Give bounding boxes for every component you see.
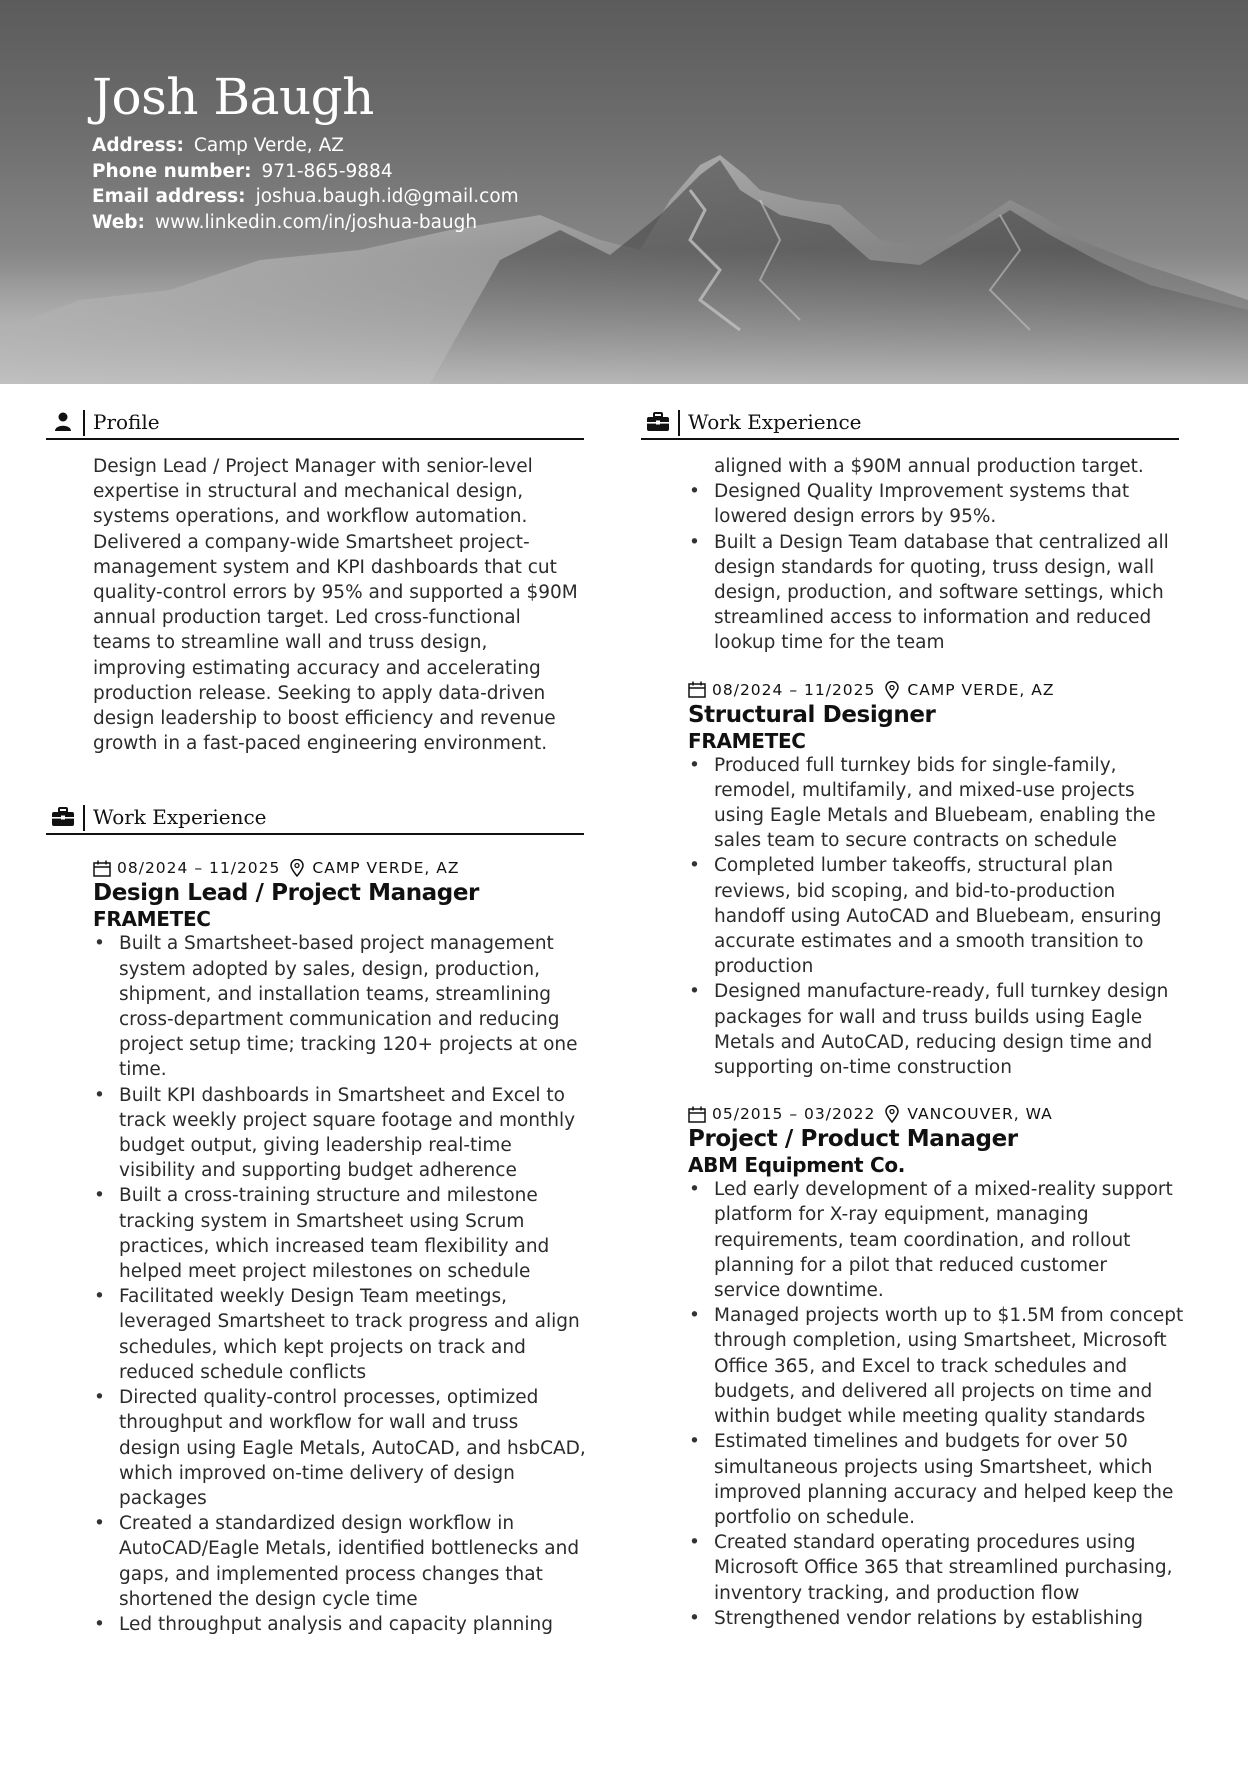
- bullet-line: reviews, bid scoping, and bid-to-production: [714, 880, 1116, 902]
- profile-line: design leadership to boost efficiency and revenue: [93, 708, 556, 730]
- bullet-item: [93, 931, 589, 1082]
- bullet-line: production: [714, 956, 814, 978]
- location-pin-icon: [885, 681, 899, 699]
- bullet-line: gaps, and implemented process changes that: [119, 1563, 543, 1585]
- bullet-line: packages for wall and truss builds using Eagle: [714, 1006, 1143, 1028]
- web-value[interactable]: www.linkedin.com/in/joshua-baugh: [154, 211, 478, 233]
- contact-web: [92, 210, 519, 236]
- bullet-line: • Produced full turnkey bids for single-family,: [714, 754, 1117, 776]
- job-bullets: [688, 1177, 1184, 1631]
- bullet-line: service downtime.: [714, 1280, 884, 1302]
- bullet-line: Office 365, and Excel to track schedules and: [714, 1355, 1128, 1377]
- work-experience-continued-header: [641, 408, 1179, 440]
- bullet-line: • Led throughput analysis and capacity planning: [119, 1613, 554, 1635]
- bullet-item: [688, 1303, 1184, 1429]
- bullet-line: track weekly project square footage and monthly: [119, 1109, 576, 1131]
- profile-line: teams to streamline wall and truss design,: [93, 632, 488, 654]
- bullet-item: [93, 1612, 589, 1637]
- web-label: Web:: [92, 211, 145, 233]
- bullet-item-continued: [688, 454, 1184, 479]
- section-divider-bar: [83, 805, 85, 831]
- bullet-line: within budget while meeting quality standards: [714, 1406, 1146, 1428]
- bullet-line: project setup time; tracking 120+ projects at one: [119, 1034, 578, 1056]
- job-title: Project / Product Manager: [688, 1126, 1018, 1153]
- bullet-line: • Strengthened vendor relations by establishing: [714, 1607, 1143, 1629]
- phone-label: Phone number:: [92, 160, 252, 182]
- bullet-line: • Led early development of a mixed-reality support: [714, 1179, 1173, 1201]
- email-value[interactable]: joshua.baugh.id@gmail.com: [255, 186, 519, 207]
- left-column: [46, 408, 584, 1637]
- calendar-icon: [688, 1106, 706, 1123]
- bullet-item: [688, 853, 1184, 979]
- job-location: CAMP VERDE, AZ: [312, 859, 460, 878]
- bullet-line: • Directed quality-control processes, optimized: [119, 1387, 539, 1409]
- bullet-line: aligned with a $90M annual production target.: [714, 456, 1144, 477]
- bullet-line: practices, which increased team flexibility and: [119, 1235, 550, 1257]
- profile-line: quality-control errors by 95% and supported a $90M: [93, 582, 578, 604]
- bullet-item: [688, 753, 1184, 854]
- bullet-line: • Created standard operating procedures using: [714, 1532, 1136, 1554]
- header-banner: [0, 0, 1248, 384]
- bullet-item: [688, 479, 1184, 529]
- job-dates: 08/2024 – 11/2025: [117, 859, 281, 878]
- location-pin-icon: [290, 859, 304, 877]
- calendar-icon: [93, 860, 111, 877]
- bullet-line: • Completed lumber takeoffs, structural plan: [714, 855, 1114, 877]
- bullet-line: portfolio on schedule.: [714, 1506, 915, 1528]
- profile-line: growth in a fast-paced engineering environment.: [93, 733, 548, 755]
- job-title: Structural Designer: [688, 701, 936, 728]
- bullet-line: supporting on-time construction: [714, 1057, 1012, 1079]
- job-meta: [688, 1103, 1179, 1125]
- job-bullets: [93, 931, 584, 1637]
- bullet-line: requirements, team coordination, and rollout: [714, 1229, 1131, 1251]
- job-location: CAMP VERDE, AZ: [907, 680, 1055, 699]
- bullet-item: [93, 1385, 589, 1511]
- bullet-line: visibility and supporting budget adherence: [119, 1160, 517, 1182]
- bullet-line: inventory tracking, and production flow: [714, 1582, 1080, 1604]
- location-pin-icon: [885, 1105, 899, 1123]
- bullet-line: • Built KPI dashboards in Smartsheet and Excel to: [119, 1084, 565, 1106]
- profile-line: Design Lead / Project Manager with senior-level: [93, 456, 533, 477]
- job-entry: [688, 1103, 1184, 1631]
- bullet-line: through completion, using Smartsheet, Microsoft: [714, 1330, 1167, 1352]
- profile-summary: [93, 454, 588, 756]
- job-entry: [688, 679, 1179, 1081]
- bullet-item: [688, 1177, 1184, 1303]
- bullet-item: [688, 530, 1184, 656]
- bullet-item: [93, 1284, 589, 1385]
- bullet-line: system adopted by sales, design, production,: [119, 958, 540, 980]
- phone-value: 971-865-9884: [261, 160, 393, 182]
- bullet-item: [688, 979, 1184, 1080]
- bullet-item: [93, 1183, 589, 1284]
- work-experience-section-title: Work Experience: [688, 410, 862, 434]
- bullet-line: remodel, multifamily, and mixed-use projects: [714, 779, 1135, 801]
- job-entry-continued: [688, 454, 1179, 656]
- bullet-item: [688, 1606, 1184, 1631]
- contact-info: [92, 133, 519, 235]
- bullet-line: using Eagle Metals and Bluebeam, enabling the: [714, 805, 1156, 827]
- bullet-item: [93, 1083, 589, 1184]
- bullet-line: sales team to secure contracts on schedule: [714, 830, 1117, 852]
- bullet-line: which improved on-time delivery of design: [119, 1462, 515, 1484]
- bullet-line: tracking system in Smartsheet using Scrum: [119, 1210, 525, 1232]
- briefcase-icon: [50, 806, 76, 828]
- bullet-line: throughput and workflow for wall and truss: [119, 1412, 519, 1434]
- job-bullets: [688, 454, 1179, 656]
- job-company: FRAMETEC: [688, 728, 806, 753]
- bullet-line: schedules, which kept projects on track and: [119, 1336, 526, 1358]
- bullet-item: [93, 1511, 589, 1612]
- bullet-line: • Created a standardized design workflow in: [119, 1513, 515, 1535]
- bullet-line: shipment, and installation teams, streamlining: [119, 983, 551, 1005]
- job-company: FRAMETEC: [93, 907, 211, 932]
- bullet-line: design standards for quoting, truss design, wall: [714, 556, 1155, 578]
- bullet-line: planning for a pilot that reduced customer: [714, 1254, 1107, 1276]
- job-dates: 08/2024 – 11/2025: [712, 680, 876, 699]
- bullet-line: lookup time for the team: [714, 632, 945, 654]
- bullet-item: [688, 1530, 1184, 1606]
- bullet-line: leveraged Smartsheet to track progress and align: [119, 1311, 580, 1333]
- calendar-icon: [688, 681, 706, 698]
- section-divider-bar: [678, 410, 680, 436]
- job-title: Design Lead / Project Manager: [93, 880, 479, 907]
- bullet-line: accurate estimates and a smooth transition to: [714, 931, 1144, 953]
- bullet-line: improved planning accuracy and helped keep the: [714, 1481, 1174, 1503]
- profile-line: systems operations, and workflow automation.: [93, 506, 528, 528]
- bullet-line: • Designed manufacture-ready, full turnkey design: [714, 981, 1169, 1003]
- work-experience-section-title: Work Experience: [93, 805, 267, 830]
- bullet-line: reduced schedule conflicts: [119, 1361, 367, 1383]
- job-dates: 05/2015 – 03/2022: [712, 1105, 876, 1124]
- profile-section-title: Profile: [93, 410, 160, 434]
- job-bullets: [688, 753, 1179, 1081]
- user-icon: [50, 411, 76, 433]
- profile-line: expertise in structural and mechanical design,: [93, 481, 524, 503]
- bullet-line: • Designed Quality Improvement systems that: [714, 481, 1130, 503]
- job-company: ABM Equipment Co.: [688, 1153, 906, 1178]
- profile-line: annual production target. Led cross-functional: [93, 607, 521, 629]
- profile-line: improving estimating accuracy and accelerating: [93, 657, 541, 679]
- job-meta: [688, 679, 1179, 701]
- bullet-line: streamlined access to information and reduced: [714, 607, 1152, 629]
- bullet-line: • Estimated timelines and budgets for over 50: [714, 1431, 1128, 1453]
- bullet-line: Metals and AutoCAD, reducing design time and: [714, 1031, 1153, 1053]
- email-label: Email address:: [92, 186, 246, 207]
- bullet-line: helped meet project milestones on schedule: [119, 1261, 531, 1283]
- bullet-line: cross-department communication and reducing: [119, 1009, 560, 1031]
- contact-address: [92, 133, 519, 159]
- bullet-line: simultaneous projects using Smartsheet, which: [714, 1456, 1153, 1478]
- job-entry: [93, 857, 584, 1637]
- bullet-line: lowered design errors by 95%.: [714, 506, 997, 528]
- address-value: Camp Verde, AZ: [193, 135, 344, 156]
- candidate-name: Josh Baugh: [92, 68, 374, 126]
- bullet-item: [688, 1429, 1184, 1530]
- bullet-line: • Managed projects worth up to $1.5M from concept: [714, 1305, 1184, 1327]
- briefcase-icon: [645, 411, 671, 433]
- job-location: VANCOUVER, WA: [907, 1105, 1053, 1124]
- contact-email: [92, 184, 519, 210]
- bullet-line: shortened the design cycle time: [119, 1588, 418, 1610]
- bullet-line: • Built a Design Team database that centralized all: [714, 531, 1169, 553]
- bullet-line: packages: [119, 1487, 207, 1509]
- bullet-line: time.: [119, 1059, 167, 1081]
- bullet-line: • Built a Smartsheet-based project management: [119, 933, 554, 955]
- bullet-line: design, production, and software settings, which: [714, 582, 1164, 604]
- bullet-line: • Built a cross-training structure and milestone: [119, 1185, 538, 1207]
- bullet-line: AutoCAD/Eagle Metals, identified bottlenecks and: [119, 1538, 580, 1560]
- address-label: Address:: [92, 135, 184, 156]
- bullet-line: handoff using AutoCAD and Bluebeam, ensuring: [714, 905, 1162, 927]
- right-column: [641, 408, 1184, 1631]
- bullet-line: platform for X-ray equipment, managing: [714, 1204, 1089, 1226]
- profile-line: management system and KPI dashboards that cut: [93, 556, 557, 578]
- profile-line: Delivered a company-wide Smartsheet project-: [93, 531, 530, 553]
- profile-line: production release. Seeking to apply data-driven: [93, 682, 546, 704]
- bullet-line: Microsoft Office 365 that streamlined purchasing,: [714, 1557, 1173, 1579]
- section-divider-bar: [83, 410, 85, 436]
- work-experience-section-header: [46, 803, 584, 835]
- job-meta: [93, 857, 584, 879]
- profile-section-header: [46, 408, 584, 440]
- bullet-line: budget output, giving leadership real-time: [119, 1135, 512, 1157]
- bullet-line: budgets, and delivered all projects on time and: [714, 1380, 1153, 1402]
- contact-phone: [92, 159, 519, 185]
- bullet-line: design using Eagle Metals, AutoCAD, and hsbCAD,: [119, 1437, 586, 1459]
- bullet-line: • Facilitated weekly Design Team meetings,: [119, 1286, 507, 1308]
